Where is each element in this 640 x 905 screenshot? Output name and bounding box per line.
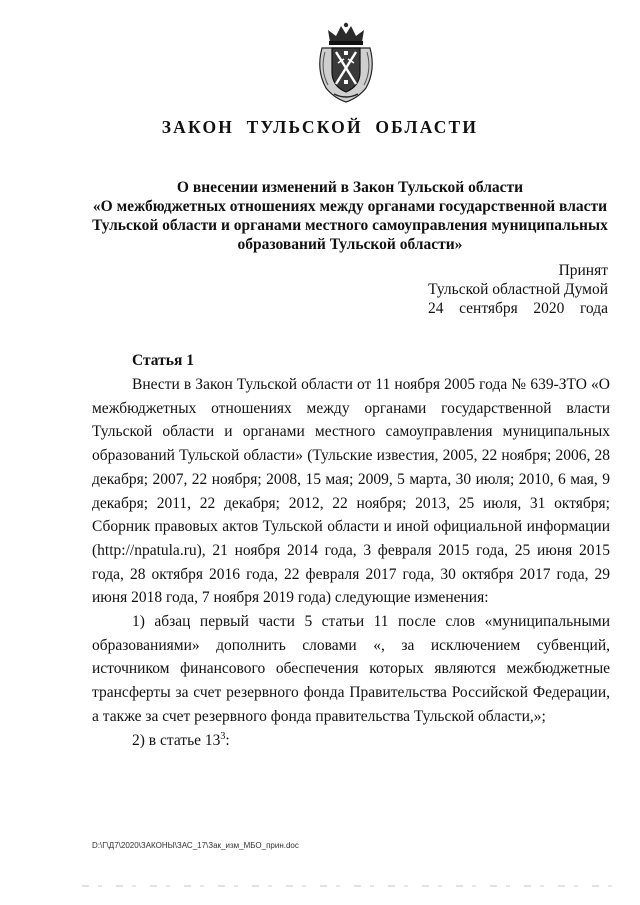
adopted-label: Принят (558, 262, 608, 279)
law-title: ЗАКОН ТУЛЬСКОЙ ОБЛАСТИ (161, 117, 479, 137)
item-2-tail: : (225, 731, 230, 749)
adoption-month: сентября (459, 300, 518, 317)
subject-line: О внесении изменений в Закон Тульской области (176, 179, 524, 196)
subject-line: образований Тульской области» (237, 236, 463, 253)
adoption-day: 24 (428, 300, 444, 317)
article-intro-paragraph: Внести в Закон Тульской области от 11 ноября 2005 года № 639-ЗТО «О межбюджетных отношениях между органами государственной власти Тульской области и органами местного самоуправления муниципальных образований Тульской области» (Тульские известия, 2005, 22 ноября; 2006, 28 декабря; 2007, 22 ноября; 2008, 15 мая; 2009, 5 марта, 30 июля; 2010, 6 мая, 9 декабря; 2011, 22 декабря; 2012, 22 ноября; 2013, 25 июля, 31 октября; Сборник правовых актов Тульской области и иной официальной информации (http://npatula.ru), 21 ноября 2014 года, 3 февраля 2015 года, 25 июня 2015 года, 28 октября 2016 года, 22 февраля 2017 года, 30 октября 2017 года, 29 июня 2018 года, 7 ноября 2019 года) следующие изменения: (92, 376, 610, 607)
article-heading: Статья 1 (132, 352, 194, 369)
law-subject (80, 178, 620, 254)
file-path-footer: D:\Г\Д7\2020\ЗАКОНЫ\ЗАС_17\Зак_изм_МБО_прин.doc (92, 841, 299, 850)
subject-line: Тульской области и органами местного самоуправления муниципальных (92, 217, 608, 234)
adopted-by: Тульской областной Думой (428, 281, 608, 298)
subject-line: «О межбюджетных отношениях между органами государственной власти (92, 198, 608, 215)
adoption-date (428, 299, 608, 318)
article-item-2 (92, 729, 610, 753)
article-item-1: 1) абзац первый части 5 статьи 11 после слов «муниципальными образованиями» дополнить словами «, за исключением субвенций, источником финансового обеспечения которых являются межбюджетные трансферты за счет резервного фонда Правительства Российской Федерации, а также за счет резервного фонда правительства Тульской области,»; (92, 613, 610, 725)
article-body (92, 373, 610, 752)
adoption-year: 2020 (533, 300, 565, 317)
adoption-year-word: года (579, 300, 608, 317)
item-2-text: 2) в статье 13 (132, 731, 221, 749)
coat-of-arms-emblem (314, 22, 378, 104)
item-2-superscript: 3 (220, 730, 226, 742)
adoption-block (428, 261, 608, 318)
scan-artifact-line (82, 885, 612, 887)
